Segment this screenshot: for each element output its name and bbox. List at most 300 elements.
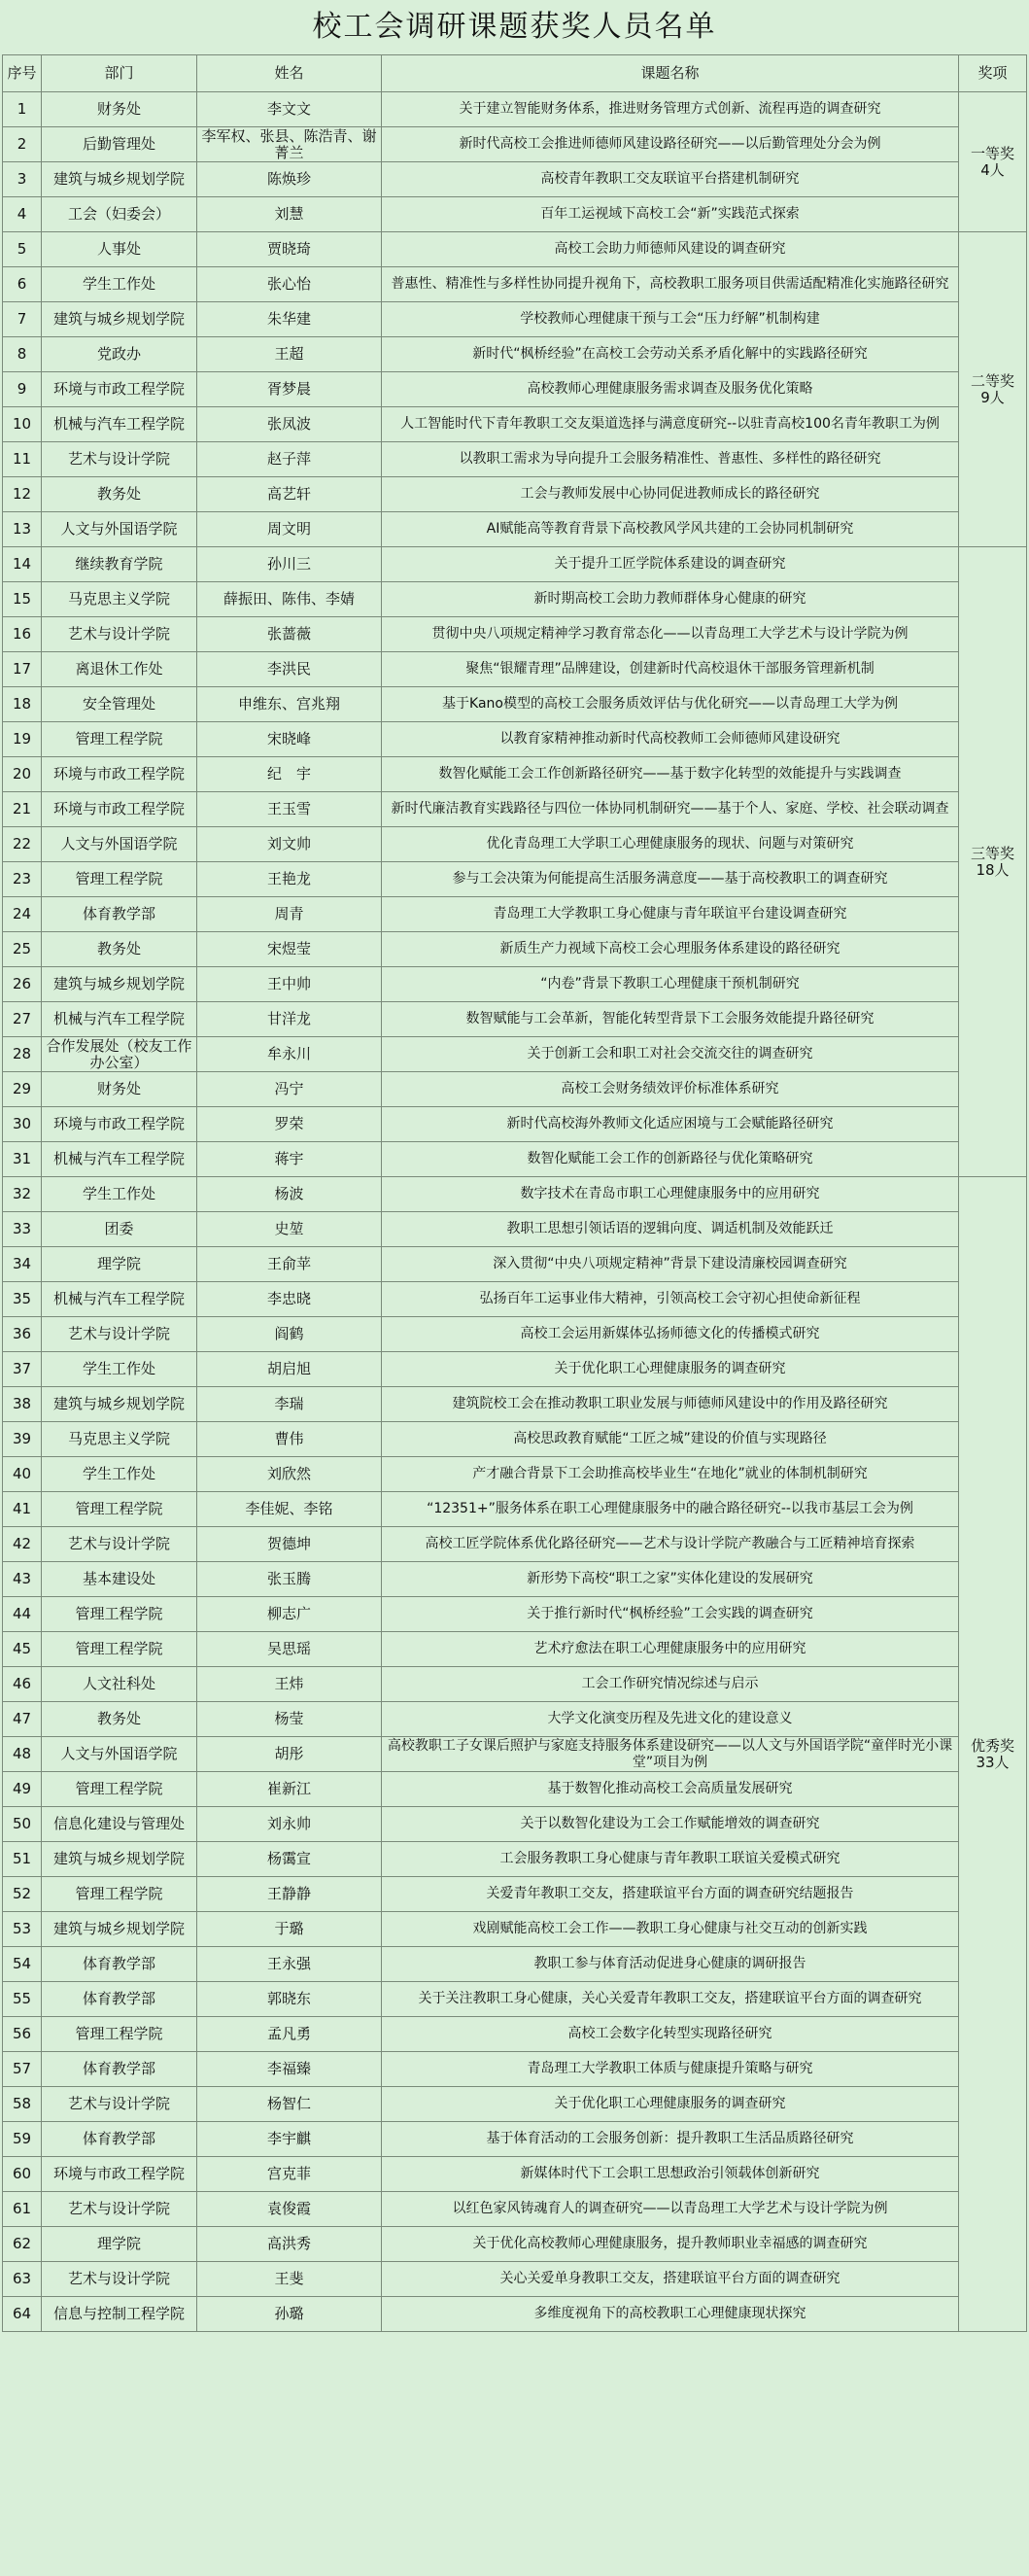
cell-topic: 关于优化职工心理健康服务的调查研究 (382, 2087, 959, 2122)
table-row (3, 827, 1027, 862)
cell-topic: “12351+”服务体系在职工心理健康服务中的融合路径研究--以我市基层工会为例 (382, 1492, 959, 1527)
table-row (3, 1912, 1027, 1947)
cell-dept: 安全管理处 (42, 687, 197, 722)
cell-topic: 新时代廉洁教育实践路径与四位一体协同机制研究——基于个人、家庭、学校、社会联动调查 (382, 792, 959, 827)
cell-dept: 管理工程学院 (42, 1492, 197, 1527)
cell-dept: 艺术与设计学院 (42, 1527, 197, 1562)
cell-topic: 新时代高校工会推进师德师风建设路径研究——以后勤管理处分会为例 (382, 127, 959, 162)
cell-dept: 后勤管理处 (42, 127, 197, 162)
table-row (3, 1877, 1027, 1912)
cell-topic: 新质生产力视域下高校工会心理服务体系建设的路径研究 (382, 932, 959, 967)
cell-dept: 理学院 (42, 1247, 197, 1282)
cell-dept: 基本建设处 (42, 1562, 197, 1597)
cell-topic: 高校工会数字化转型实现路径研究 (382, 2017, 959, 2052)
cell-topic: 普惠性、精准性与多样性协同提升视角下，高校教职工服务项目供需适配精准化实施路径研究 (382, 267, 959, 302)
cell-dept: 马克思主义学院 (42, 582, 197, 617)
table-row (3, 2262, 1027, 2297)
table-row (3, 862, 1027, 897)
cell-no: 15 (3, 582, 42, 617)
cell-dept: 机械与汽车工程学院 (42, 407, 197, 442)
cell-no: 59 (3, 2122, 42, 2157)
award-table (2, 54, 1027, 2332)
cell-dept: 财务处 (42, 92, 197, 127)
cell-name: 李忠晓 (197, 1282, 382, 1317)
cell-name: 李佳妮、李铭 (197, 1492, 382, 1527)
cell-dept: 建筑与城乡规划学院 (42, 162, 197, 197)
cell-dept: 艺术与设计学院 (42, 1317, 197, 1352)
table-row (3, 547, 1027, 582)
cell-no: 49 (3, 1772, 42, 1807)
cell-no: 20 (3, 757, 42, 792)
table-row (3, 1702, 1027, 1737)
award-count: 18人 (976, 860, 1010, 879)
header-name: 姓名 (197, 55, 382, 92)
cell-topic: 关于推行新时代“枫桥经验”工会实践的调查研究 (382, 1597, 959, 1632)
cell-name: 罗荣 (197, 1107, 382, 1142)
cell-no: 61 (3, 2192, 42, 2227)
cell-topic: 高校工会财务绩效评价标准体系研究 (382, 1072, 959, 1107)
cell-topic: 关于提升工匠学院体系建设的调查研究 (382, 547, 959, 582)
cell-name: 陈焕珍 (197, 162, 382, 197)
cell-no: 51 (3, 1842, 42, 1877)
cell-dept: 环境与市政工程学院 (42, 792, 197, 827)
cell-name: 张凤波 (197, 407, 382, 442)
table-row (3, 1002, 1027, 1037)
table-row (3, 652, 1027, 687)
cell-dept: 体育教学部 (42, 1947, 197, 1982)
table-row (3, 2052, 1027, 2087)
cell-topic: 关爱青年教职工交友，搭建联谊平台方面的调查研究结题报告 (382, 1877, 959, 1912)
table-row (3, 92, 1027, 127)
cell-name: 杨智仁 (197, 2087, 382, 2122)
cell-award (959, 92, 1027, 232)
cell-dept: 艺术与设计学院 (42, 2262, 197, 2297)
cell-dept: 马克思主义学院 (42, 1422, 197, 1457)
cell-dept: 机械与汽车工程学院 (42, 1282, 197, 1317)
cell-no: 48 (3, 1737, 42, 1772)
cell-dept: 环境与市政工程学院 (42, 2157, 197, 2192)
table-row (3, 2227, 1027, 2262)
cell-name: 刘欣然 (197, 1457, 382, 1492)
table-row (3, 1527, 1027, 1562)
cell-topic: 以红色家风铸魂育人的调查研究——以青岛理工大学艺术与设计学院为例 (382, 2192, 959, 2227)
cell-no: 14 (3, 547, 42, 582)
table-row (3, 1037, 1027, 1072)
cell-dept: 人文与外国语学院 (42, 1737, 197, 1772)
table-row (3, 1072, 1027, 1107)
table-row (3, 1247, 1027, 1282)
cell-name: 周青 (197, 897, 382, 932)
cell-name: 张玉腾 (197, 1562, 382, 1597)
table-row (3, 1177, 1027, 1212)
table-row (3, 127, 1027, 162)
cell-name: 孟凡勇 (197, 2017, 382, 2052)
cell-topic: 数字技术在青岛市职工心理健康服务中的应用研究 (382, 1177, 959, 1212)
cell-no: 13 (3, 512, 42, 547)
cell-no: 37 (3, 1352, 42, 1387)
cell-no: 33 (3, 1212, 42, 1247)
cell-dept: 管理工程学院 (42, 862, 197, 897)
award-count: 4人 (980, 160, 1005, 179)
cell-topic: 建筑院校工会在推动教职工职业发展与师德师风建设中的作用及路径研究 (382, 1387, 959, 1422)
cell-no: 27 (3, 1002, 42, 1037)
cell-no: 28 (3, 1037, 42, 1072)
cell-name: 杨莹 (197, 1702, 382, 1737)
cell-topic: “内卷”背景下教职工心理健康干预机制研究 (382, 967, 959, 1002)
cell-no: 60 (3, 2157, 42, 2192)
cell-name: 吴思瑶 (197, 1632, 382, 1667)
cell-topic: 参与工会决策为何能提高生活服务满意度——基于高校教职工的调查研究 (382, 862, 959, 897)
cell-dept: 党政办 (42, 337, 197, 372)
cell-dept: 建筑与城乡规划学院 (42, 1842, 197, 1877)
cell-dept: 学生工作处 (42, 1457, 197, 1492)
table-row (3, 2087, 1027, 2122)
cell-dept: 管理工程学院 (42, 1597, 197, 1632)
cell-topic: 艺术疗愈法在职工心理健康服务中的应用研究 (382, 1632, 959, 1667)
cell-topic: 多维度视角下的高校教职工心理健康现状探究 (382, 2297, 959, 2332)
cell-name: 贾晓琦 (197, 232, 382, 267)
cell-topic: 弘扬百年工运事业伟大精神，引领高校工会守初心担使命新征程 (382, 1282, 959, 1317)
cell-no: 44 (3, 1597, 42, 1632)
cell-dept: 人文与外国语学院 (42, 827, 197, 862)
cell-name: 郭晓东 (197, 1982, 382, 2017)
cell-no: 29 (3, 1072, 42, 1107)
cell-topic: 高校工会助力师德师风建设的调查研究 (382, 232, 959, 267)
cell-name: 宫克菲 (197, 2157, 382, 2192)
table-row (3, 2017, 1027, 2052)
table-row (3, 967, 1027, 1002)
cell-name: 柳志广 (197, 1597, 382, 1632)
page-title: 校工会调研课题获奖人员名单 (312, 10, 717, 44)
cell-name: 孙璐 (197, 2297, 382, 2332)
table-row (3, 2192, 1027, 2227)
cell-no: 4 (3, 197, 42, 232)
header-topic: 课题名称 (382, 55, 959, 92)
cell-no: 34 (3, 1247, 42, 1282)
cell-name: 阎鹤 (197, 1317, 382, 1352)
award-name: 一等奖 (970, 144, 1014, 162)
table-row (3, 1667, 1027, 1702)
table-row (3, 2122, 1027, 2157)
cell-no: 11 (3, 442, 42, 477)
cell-name: 史堃 (197, 1212, 382, 1247)
cell-name: 王炜 (197, 1667, 382, 1702)
cell-dept: 机械与汽车工程学院 (42, 1002, 197, 1037)
cell-topic: 高校工会运用新媒体弘扬师德文化的传播模式研究 (382, 1317, 959, 1352)
table-header-row (3, 55, 1027, 92)
cell-no: 30 (3, 1107, 42, 1142)
cell-topic: 关于优化职工心理健康服务的调查研究 (382, 1352, 959, 1387)
cell-topic: 教职工思想引领话语的逻辑向度、调适机制及效能跃迁 (382, 1212, 959, 1247)
cell-topic: 新时期高校工会助力教师群体身心健康的研究 (382, 582, 959, 617)
table-row (3, 477, 1027, 512)
cell-no: 25 (3, 932, 42, 967)
cell-topic: 学校教师心理健康干预与工会“压力纾解”机制构建 (382, 302, 959, 337)
cell-name: 刘文帅 (197, 827, 382, 862)
header-dept: 部门 (42, 55, 197, 92)
table-row (3, 337, 1027, 372)
cell-topic: 工会工作研究情况综述与启示 (382, 1667, 959, 1702)
cell-dept: 合作发展处（校友工作办公室） (42, 1037, 197, 1072)
cell-no: 7 (3, 302, 42, 337)
award-name: 优秀奖 (970, 1736, 1014, 1755)
cell-topic: 工会与教师发展中心协同促进教师成长的路径研究 (382, 477, 959, 512)
cell-name: 刘永帅 (197, 1807, 382, 1842)
table-body (3, 92, 1027, 2332)
cell-no: 19 (3, 722, 42, 757)
award-count: 33人 (976, 1753, 1010, 1771)
cell-topic: 新形势下高校“职工之家”实体化建设的发展研究 (382, 1562, 959, 1597)
cell-name: 李宇麒 (197, 2122, 382, 2157)
cell-no: 42 (3, 1527, 42, 1562)
table-row (3, 1317, 1027, 1352)
cell-name: 孙川三 (197, 547, 382, 582)
cell-name: 冯宁 (197, 1072, 382, 1107)
table-row (3, 372, 1027, 407)
table-row (3, 1387, 1027, 1422)
cell-dept: 离退休工作处 (42, 652, 197, 687)
cell-topic: 深入贯彻“中央八项规定精神”背景下建设清廉校园调查研究 (382, 1247, 959, 1282)
cell-no: 46 (3, 1667, 42, 1702)
cell-name: 张心怡 (197, 267, 382, 302)
cell-topic: 数智赋能与工会革新，智能化转型背景下工会服务效能提升路径研究 (382, 1002, 959, 1037)
cell-topic: 优化青岛理工大学职工心理健康服务的现状、问题与对策研究 (382, 827, 959, 862)
cell-name: 王超 (197, 337, 382, 372)
cell-no: 23 (3, 862, 42, 897)
table-row (3, 512, 1027, 547)
cell-name: 高艺轩 (197, 477, 382, 512)
cell-no: 1 (3, 92, 42, 127)
award-name: 二等奖 (970, 371, 1014, 390)
cell-dept: 人事处 (42, 232, 197, 267)
cell-name: 王玉雪 (197, 792, 382, 827)
cell-topic: 聚焦“银耀青理”品牌建设，创建新时代高校退休干部服务管理新机制 (382, 652, 959, 687)
table-row (3, 722, 1027, 757)
cell-award (959, 1177, 1027, 2332)
table-row (3, 2157, 1027, 2192)
cell-topic: 人工智能时代下青年教职工交友渠道选择与满意度研究--以驻青高校100名青年教职工为例 (382, 407, 959, 442)
award-name: 三等奖 (970, 844, 1014, 862)
cell-dept: 环境与市政工程学院 (42, 372, 197, 407)
cell-award (959, 232, 1027, 547)
cell-no: 8 (3, 337, 42, 372)
table-row (3, 1772, 1027, 1807)
table-row (3, 1107, 1027, 1142)
cell-dept: 学生工作处 (42, 267, 197, 302)
cell-name: 胥梦晨 (197, 372, 382, 407)
cell-dept: 继续教育学院 (42, 547, 197, 582)
cell-topic: AI赋能高等教育背景下高校教风学风共建的工会协同机制研究 (382, 512, 959, 547)
cell-no: 9 (3, 372, 42, 407)
cell-dept: 艺术与设计学院 (42, 2192, 197, 2227)
table-row (3, 932, 1027, 967)
cell-dept: 管理工程学院 (42, 1632, 197, 1667)
cell-award (959, 547, 1027, 1177)
cell-name: 王静静 (197, 1877, 382, 1912)
cell-topic: 新时代“枫桥经验”在高校工会劳动关系矛盾化解中的实践路径研究 (382, 337, 959, 372)
cell-name: 王俞苹 (197, 1247, 382, 1282)
cell-no: 26 (3, 967, 42, 1002)
cell-topic: 高校教师心理健康服务需求调查及服务优化策略 (382, 372, 959, 407)
table-row (3, 1807, 1027, 1842)
header-no: 序号 (3, 55, 42, 92)
cell-no: 18 (3, 687, 42, 722)
cell-dept: 管理工程学院 (42, 722, 197, 757)
cell-no: 10 (3, 407, 42, 442)
cell-topic: 大学文化演变历程及先进文化的建设意义 (382, 1702, 959, 1737)
table-row (3, 197, 1027, 232)
table-row (3, 1842, 1027, 1877)
cell-name: 贺德坤 (197, 1527, 382, 1562)
cell-topic: 数智化赋能工会工作创新路径研究——基于数字化转型的效能提升与实践调查 (382, 757, 959, 792)
cell-no: 53 (3, 1912, 42, 1947)
table-row (3, 1737, 1027, 1772)
cell-no: 40 (3, 1457, 42, 1492)
cell-dept: 教务处 (42, 1702, 197, 1737)
table-row (3, 897, 1027, 932)
cell-dept: 建筑与城乡规划学院 (42, 967, 197, 1002)
table-row (3, 757, 1027, 792)
cell-name: 王斐 (197, 2262, 382, 2297)
cell-topic: 数智化赋能工会工作的创新路径与优化策略研究 (382, 1142, 959, 1177)
cell-name: 王永强 (197, 1947, 382, 1982)
cell-name: 王艳龙 (197, 862, 382, 897)
cell-topic: 基于数智化推动高校工会高质量发展研究 (382, 1772, 959, 1807)
table-row (3, 162, 1027, 197)
cell-name: 张蔷薇 (197, 617, 382, 652)
cell-name: 李文文 (197, 92, 382, 127)
cell-dept: 建筑与城乡规划学院 (42, 1912, 197, 1947)
cell-no: 62 (3, 2227, 42, 2262)
cell-topic: 青岛理工大学教职工身心健康与青年联谊平台建设调查研究 (382, 897, 959, 932)
cell-topic: 新时代高校海外教师文化适应困境与工会赋能路径研究 (382, 1107, 959, 1142)
cell-no: 12 (3, 477, 42, 512)
cell-no: 43 (3, 1562, 42, 1597)
cell-dept: 体育教学部 (42, 1982, 197, 2017)
table-row (3, 1947, 1027, 1982)
table-row (3, 617, 1027, 652)
cell-topic: 青岛理工大学教职工体质与健康提升策略与研究 (382, 2052, 959, 2087)
cell-topic: 产才融合背景下工会助推高校毕业生“在地化”就业的体制机制研究 (382, 1457, 959, 1492)
cell-dept: 财务处 (42, 1072, 197, 1107)
cell-name: 胡启旭 (197, 1352, 382, 1387)
cell-dept: 人文社科处 (42, 1667, 197, 1702)
cell-topic: 关于以数智化建设为工会工作赋能增效的调查研究 (382, 1807, 959, 1842)
cell-topic: 关于优化高校教师心理健康服务，提升教师职业幸福感的调查研究 (382, 2227, 959, 2262)
cell-no: 57 (3, 2052, 42, 2087)
cell-no: 45 (3, 1632, 42, 1667)
table-row (3, 1422, 1027, 1457)
cell-no: 5 (3, 232, 42, 267)
cell-name: 杨波 (197, 1177, 382, 1212)
table-row (3, 1142, 1027, 1177)
cell-topic: 百年工运视域下高校工会“新”实践范式探索 (382, 197, 959, 232)
header-award: 奖项 (959, 55, 1027, 92)
cell-dept: 管理工程学院 (42, 2017, 197, 2052)
cell-dept: 建筑与城乡规划学院 (42, 302, 197, 337)
cell-name: 胡彤 (197, 1737, 382, 1772)
cell-name: 高洪秀 (197, 2227, 382, 2262)
cell-no: 47 (3, 1702, 42, 1737)
cell-no: 52 (3, 1877, 42, 1912)
cell-topic: 新媒体时代下工会职工思想政治引领载体创新研究 (382, 2157, 959, 2192)
cell-no: 36 (3, 1317, 42, 1352)
table-row (3, 407, 1027, 442)
cell-topic: 高校青年教职工交友联谊平台搭建机制研究 (382, 162, 959, 197)
cell-topic: 贯彻中央八项规定精神学习教育常态化——以青岛理工大学艺术与设计学院为例 (382, 617, 959, 652)
cell-name: 牟永川 (197, 1037, 382, 1072)
cell-name: 崔新江 (197, 1772, 382, 1807)
cell-no: 31 (3, 1142, 42, 1177)
table-row (3, 1457, 1027, 1492)
table-row (3, 687, 1027, 722)
cell-dept: 教务处 (42, 477, 197, 512)
award-count: 9人 (980, 388, 1005, 406)
cell-dept: 人文与外国语学院 (42, 512, 197, 547)
cell-name: 李瑞 (197, 1387, 382, 1422)
table-row (3, 582, 1027, 617)
cell-topic: 关心关爱单身教职工交友，搭建联谊平台方面的调查研究 (382, 2262, 959, 2297)
cell-dept: 学生工作处 (42, 1177, 197, 1212)
cell-dept: 理学院 (42, 2227, 197, 2262)
table-row (3, 442, 1027, 477)
cell-no: 58 (3, 2087, 42, 2122)
cell-topic: 关于创新工会和职工对社会交流交往的调查研究 (382, 1037, 959, 1072)
cell-no: 6 (3, 267, 42, 302)
cell-dept: 管理工程学院 (42, 1772, 197, 1807)
cell-dept: 机械与汽车工程学院 (42, 1142, 197, 1177)
cell-name: 纪 宇 (197, 757, 382, 792)
cell-no: 41 (3, 1492, 42, 1527)
cell-name: 赵子萍 (197, 442, 382, 477)
cell-no: 63 (3, 2262, 42, 2297)
cell-name: 于璐 (197, 1912, 382, 1947)
cell-dept: 环境与市政工程学院 (42, 1107, 197, 1142)
cell-no: 56 (3, 2017, 42, 2052)
table-row (3, 1352, 1027, 1387)
cell-no: 35 (3, 1282, 42, 1317)
cell-dept: 信息化建设与管理处 (42, 1807, 197, 1842)
cell-dept: 体育教学部 (42, 2052, 197, 2087)
cell-name: 申维东、宫兆翔 (197, 687, 382, 722)
cell-name: 刘慧 (197, 197, 382, 232)
cell-topic: 高校教职工子女课后照护与家庭支持服务体系建设研究——以人文与外国语学院“童伴时光小课堂”项目为例 (382, 1737, 959, 1772)
cell-name: 薛振田、陈伟、李婧 (197, 582, 382, 617)
cell-name: 李洪民 (197, 652, 382, 687)
cell-dept: 艺术与设计学院 (42, 617, 197, 652)
cell-name: 杨霭宣 (197, 1842, 382, 1877)
cell-name: 周文明 (197, 512, 382, 547)
table-row (3, 1212, 1027, 1247)
table-row (3, 1492, 1027, 1527)
cell-dept: 建筑与城乡规划学院 (42, 1387, 197, 1422)
cell-name: 王中帅 (197, 967, 382, 1002)
cell-no: 39 (3, 1422, 42, 1457)
cell-no: 17 (3, 652, 42, 687)
cell-topic: 戏剧赋能高校工会工作——教职工身心健康与社交互动的创新实践 (382, 1912, 959, 1947)
cell-no: 64 (3, 2297, 42, 2332)
cell-dept: 信息与控制工程学院 (42, 2297, 197, 2332)
table-row (3, 792, 1027, 827)
table-row (3, 302, 1027, 337)
cell-no: 50 (3, 1807, 42, 1842)
cell-no: 32 (3, 1177, 42, 1212)
cell-topic: 工会服务教职工身心健康与青年教职工联谊关爱模式研究 (382, 1842, 959, 1877)
cell-name: 蒋宇 (197, 1142, 382, 1177)
table-row (3, 1632, 1027, 1667)
cell-dept: 环境与市政工程学院 (42, 757, 197, 792)
cell-topic: 高校思政教育赋能“工匠之城”建设的价值与实现路径 (382, 1422, 959, 1457)
